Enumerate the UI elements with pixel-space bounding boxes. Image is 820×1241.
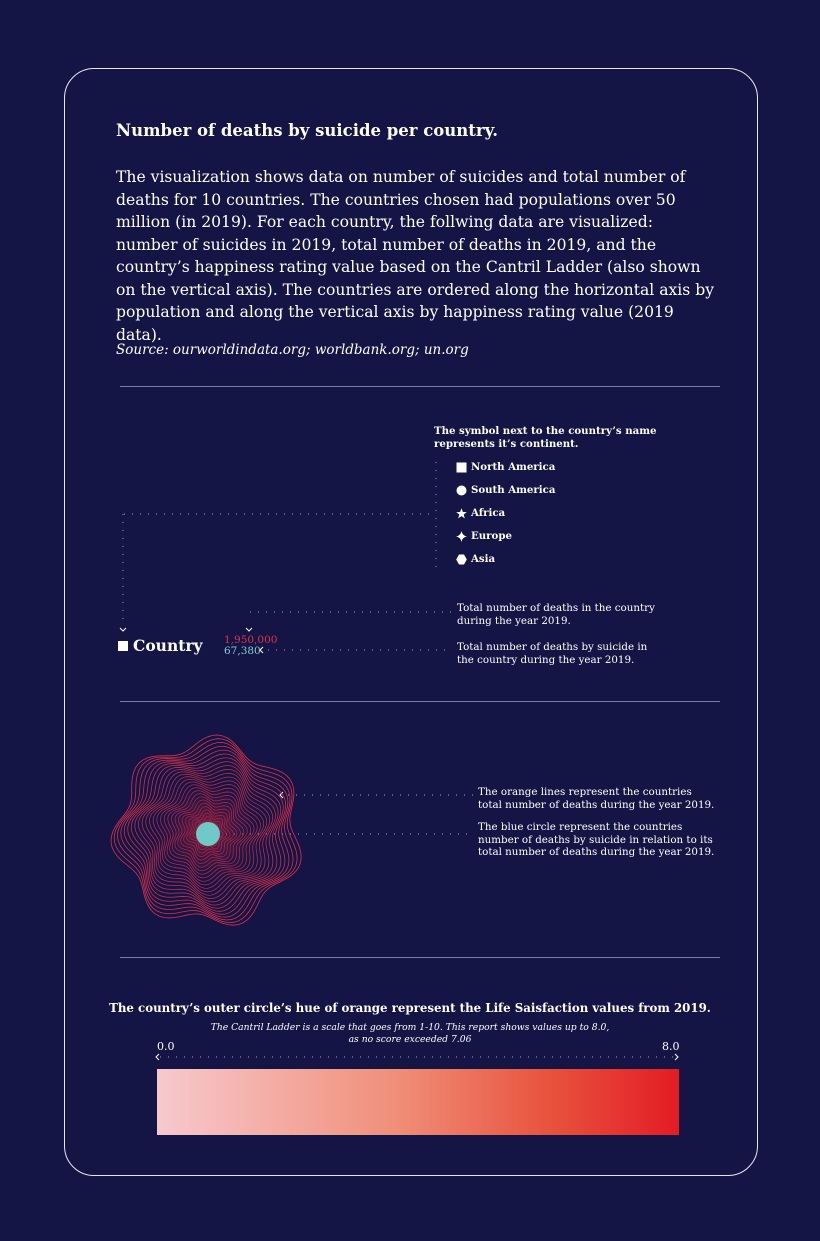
example-country-label: Country bbox=[118, 636, 203, 655]
source-line: Source: ourworldindata.org; worldbank.org; un.org bbox=[116, 342, 469, 358]
scale-title: The country’s outer circle’s hue of orange represent the Life Saisfaction values from 2019. bbox=[109, 1001, 711, 1015]
description-paragraph: The visualization shows data on number of suicides and total number of deaths for 10 countries. The countries chosen had populations over 50 million (in 2019). For each country, the follwing data are visualized: number of suicides in 2019, total number of deaths in 2019, and the country’s happiness rating value based on the Cantril Ladder (also shown on the vertical axis). The countries are ordered along the horizontal axis by population and along the vertical axis by happiness rating value (2019 data). bbox=[116, 168, 715, 344]
legend-item-europe: Europe bbox=[456, 530, 512, 542]
legend-title: The symbol next to the country’s name represents it’s continent. bbox=[434, 425, 657, 450]
note-blue-circle: The blue circle represent the countries number of deaths by suicide in relation to its total number of deaths during the year 2019. bbox=[478, 821, 715, 858]
note-suicide-deaths: Total number of deaths by suicide in the country during the year 2019. bbox=[457, 641, 648, 666]
legend-item-asia: Asia bbox=[456, 553, 495, 565]
example-suicide-deaths: 67,380 bbox=[224, 645, 261, 657]
legend-item-north-america: North America bbox=[456, 461, 555, 473]
note-orange-lines: The orange lines represent the countries total number of deaths during the year 2019. bbox=[478, 786, 715, 811]
scale-subtitle: The Cantril Ladder is a scale that goes from 1-10. This report shows values up to 8.0, as no score exceeded 7.06 bbox=[210, 1022, 610, 1045]
life-satisfaction-gradient-bar bbox=[157, 1069, 679, 1135]
legend-item-south-america: South America bbox=[456, 484, 555, 496]
legend-item-africa: Africa bbox=[456, 507, 505, 519]
note-total-deaths: Total number of deaths in the country during the year 2019. bbox=[457, 602, 655, 627]
example-total-deaths: 1,950,000 bbox=[224, 634, 278, 646]
scale-min-label: 0.0 bbox=[157, 1040, 175, 1053]
page-title: Number of deaths by suicide per country. bbox=[116, 121, 499, 140]
divider bbox=[120, 957, 720, 958]
blue-circle bbox=[196, 822, 220, 846]
scale-max-label: 8.0 bbox=[662, 1040, 680, 1053]
